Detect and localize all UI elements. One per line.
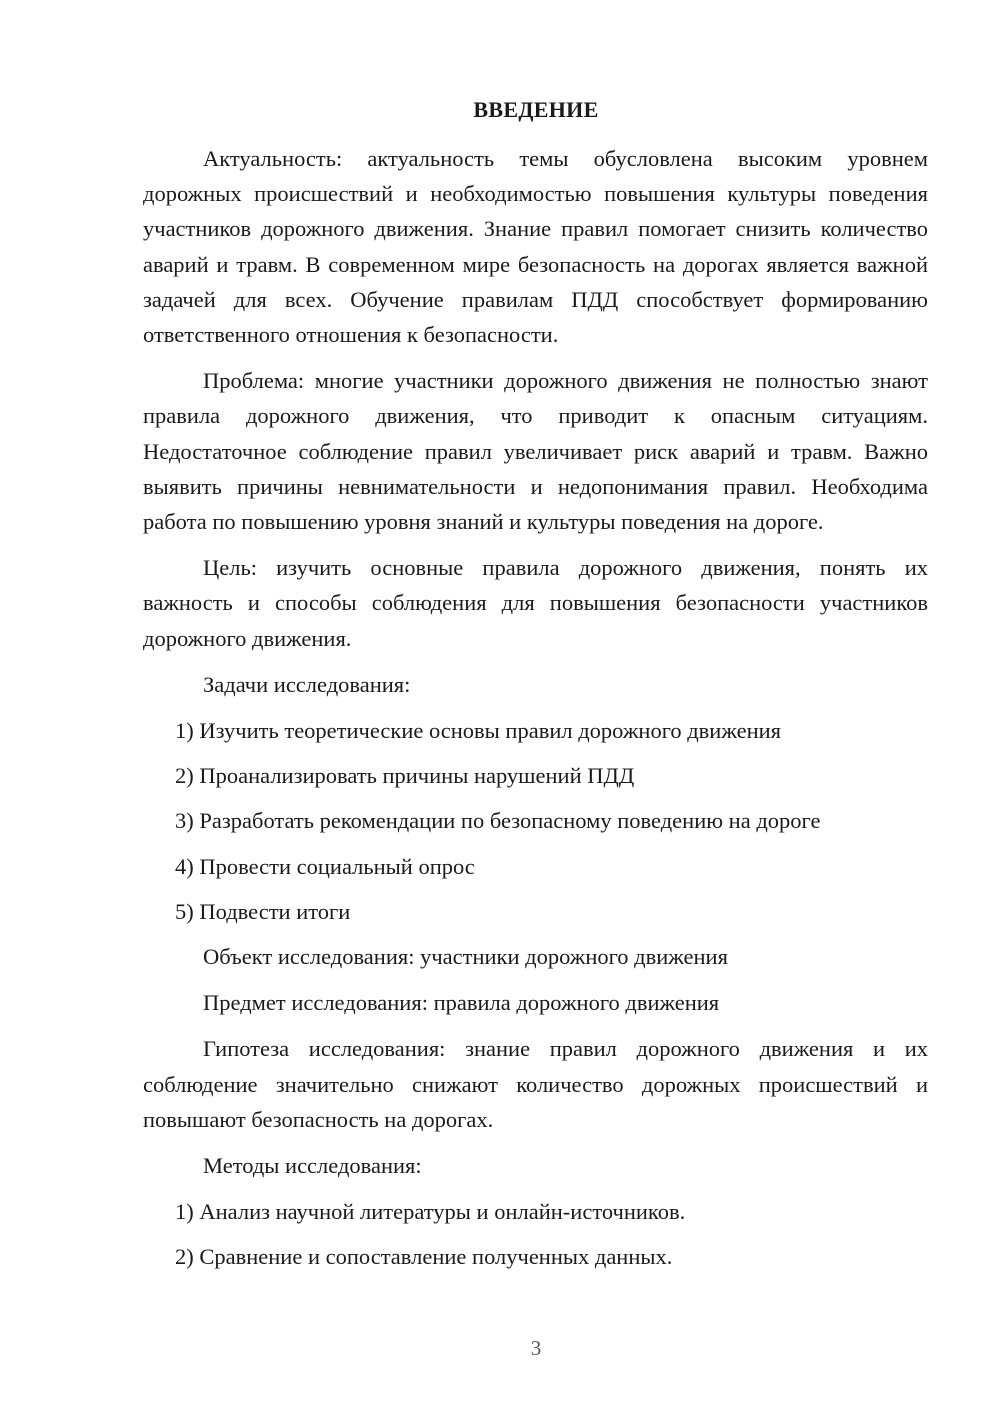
methods-heading: Методы исследования:	[203, 1153, 422, 1179]
list-item: 1) Анализ научной литературы и онлайн-источников.	[175, 1199, 686, 1225]
list-item: 2) Проанализировать причины нарушений ПДД	[175, 763, 635, 789]
document-body	[143, 141, 928, 1285]
subject-paragraph: Предмет исследования: правила дорожного движения	[203, 990, 720, 1016]
page-title: ВВЕДЕНИЕ	[473, 97, 599, 122]
list-item: 1) Изучить теоретические основы правил дорожного движения	[175, 718, 782, 744]
relevance-paragraph: Актуальность: актуальность темы обусловлена высоким уровнем дорожных происшествий и необходимостью повышения культуры поведения участников дорожного движения. Знание правил помогает снизить количество аварий и травм. В современном мире безопасность на дорогах является важной задачей для всех. Обучение правилам ПДД способствует формированию ответственного отношения к безопасности.	[143, 146, 928, 348]
hypothesis-paragraph: Гипотеза исследования: знание правил дорожного движения и их соблюдение значительно снижают количество дорожных происшествий и повышают безопасность на дорогах.	[143, 1036, 928, 1132]
methods-list	[143, 1194, 928, 1274]
list-item: 5) Подвести итоги	[175, 898, 351, 924]
problem-paragraph: Проблема: многие участники дорожного движения не полностью знают правила дорожного движения, что приводит к опасным ситуациям. Недостаточное соблюдение правил увеличивает риск аварий и травм. Важно выявить причины невнимательности и недопонимания правил. Необходима работа по повышению уровня знаний и культуры поведения на дороге.	[143, 368, 928, 535]
page-number: 3	[530, 1336, 542, 1360]
object-paragraph: Объект исследования: участники дорожного движения	[203, 944, 728, 970]
tasks-heading: Задачи исследования:	[203, 671, 411, 697]
goal-paragraph: Цель: изучить основные правила дорожного движения, понять их важность и способы соблюдения для повышения безопасности участников дорожного движения.	[143, 555, 928, 651]
list-item: 2) Сравнение и сопоставление полученных данных.	[175, 1244, 673, 1270]
list-item: 4) Провести социальный опрос	[175, 853, 475, 879]
list-item: 3) Разработать рекомендации по безопасному поведению на дороге	[175, 808, 821, 834]
tasks-list	[143, 713, 928, 929]
